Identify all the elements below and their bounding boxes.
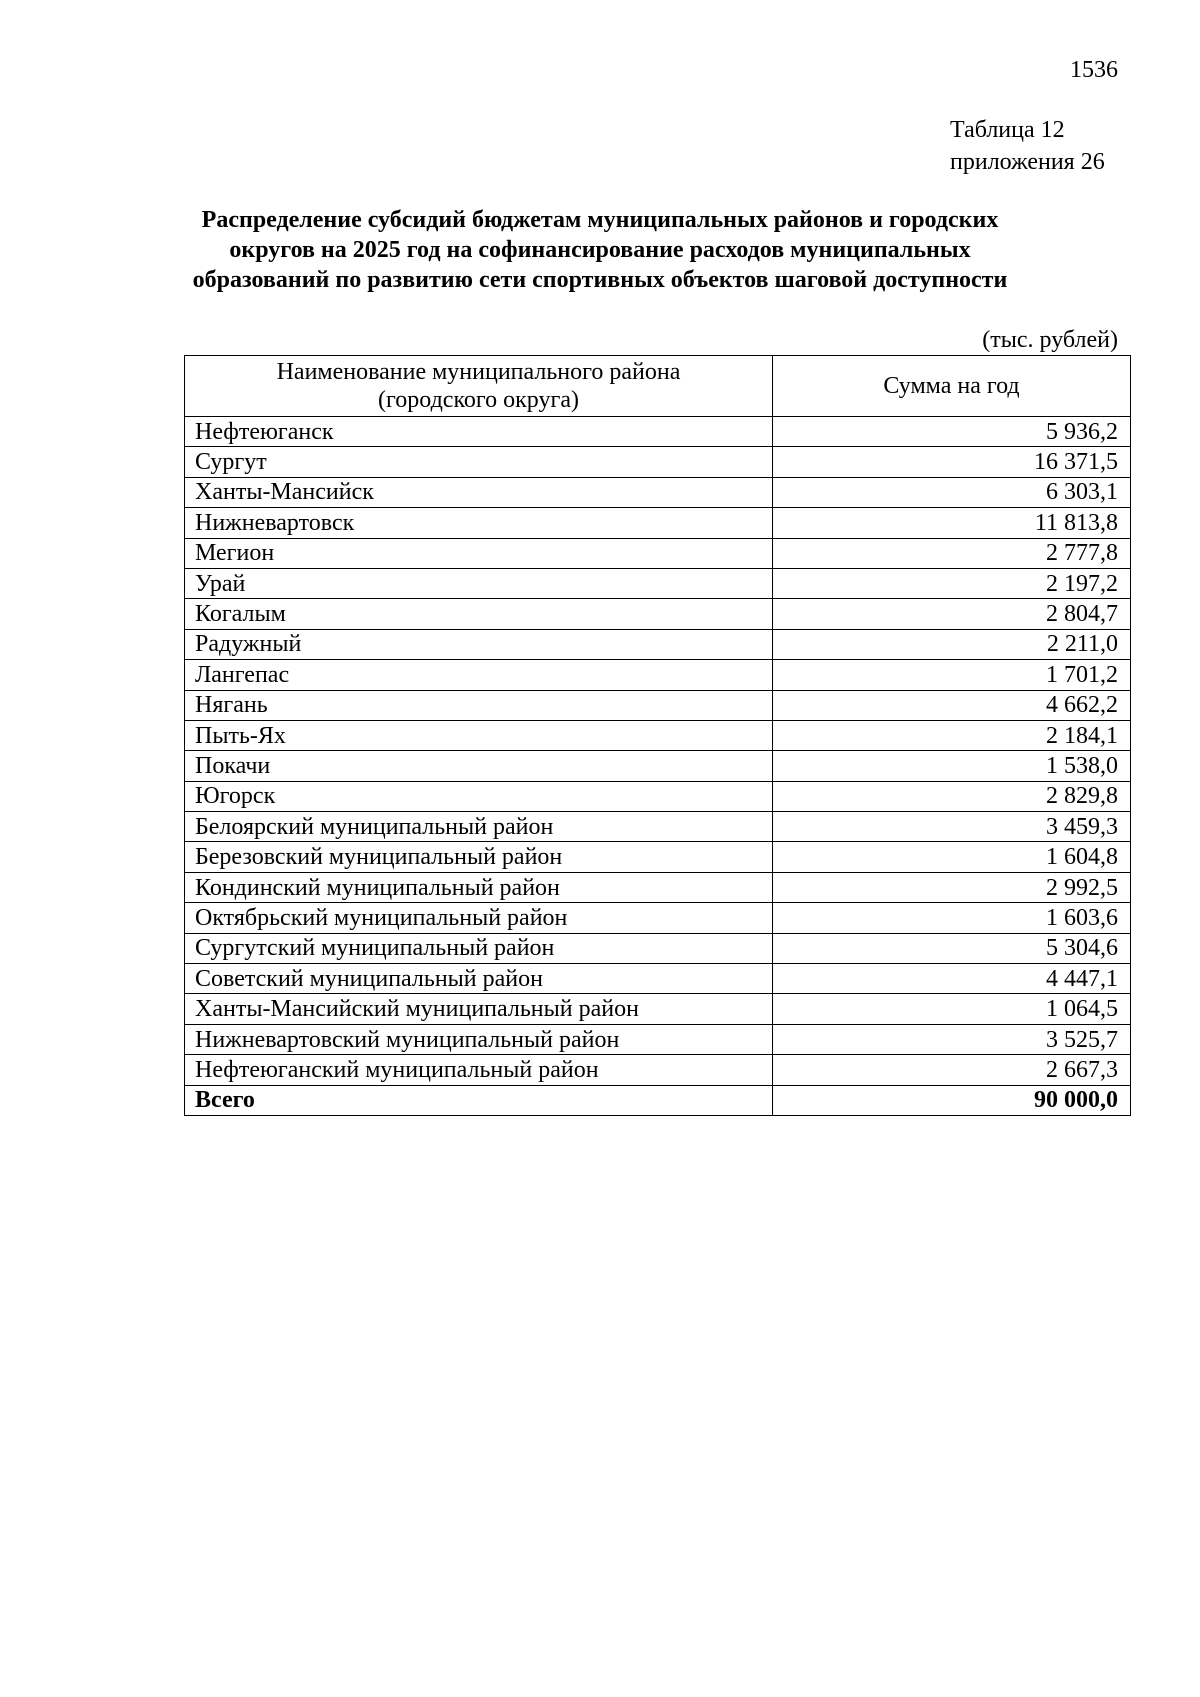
municipality-name-cell: Нефтеюганск [185, 417, 773, 447]
document-title-line1: Распределение субсидий бюджетам муниципальных районов и городских [201, 207, 999, 233]
annual-sum-cell: 2 197,2 [773, 568, 1131, 598]
annual-sum-cell: 6 303,1 [773, 477, 1131, 507]
annual-sum-cell: 1 604,8 [773, 842, 1131, 872]
annual-sum-cell: 5 304,6 [773, 933, 1131, 963]
municipality-name-cell: Нягань [185, 690, 773, 720]
municipality-name-cell: Лангепас [185, 660, 773, 690]
municipality-name-cell: Сургут [185, 447, 773, 477]
annual-sum-cell: 1 603,6 [773, 903, 1131, 933]
municipality-name-cell: Урай [185, 568, 773, 598]
annual-sum-cell: 2 829,8 [773, 781, 1131, 811]
municipality-name-cell: Белоярский муниципальный район [185, 812, 773, 842]
municipality-name-cell: Кондинский муниципальный район [185, 872, 773, 902]
document-title-line2: округов на 2025 год на софинансирование расходов муниципальных [229, 237, 971, 263]
municipality-name-cell: Пыть-Ях [185, 720, 773, 750]
document-title [150, 205, 1050, 295]
municipality-name-cell: Радужный [185, 629, 773, 659]
document-title-line3: образований по развитию сети спортивных объектов шаговой доступности [192, 267, 1008, 293]
table-row [185, 812, 1131, 842]
table-row [185, 690, 1131, 720]
subsidy-table-container [184, 355, 1131, 1116]
page-number: 1536 [1070, 57, 1118, 83]
municipality-name-cell: Нижневартовск [185, 508, 773, 538]
municipality-name-cell: Покачи [185, 751, 773, 781]
municipality-name-cell: Сургутский муниципальный район [185, 933, 773, 963]
annual-sum-cell: 2 184,1 [773, 720, 1131, 750]
units-label: (тыс. рублей) [982, 327, 1118, 353]
municipality-name-cell: Нижневартовский муниципальный район [185, 1024, 773, 1054]
annual-sum-cell: 2 777,8 [773, 538, 1131, 568]
municipality-name-cell: Октябрьский муниципальный район [185, 903, 773, 933]
annual-sum-cell: 2 667,3 [773, 1055, 1131, 1085]
header-municipality-line1: Наименование муниципального района [276, 359, 681, 385]
table-row [185, 1055, 1131, 1085]
annual-sum-cell: 1 701,2 [773, 660, 1131, 690]
table-row [185, 872, 1131, 902]
table-row [185, 417, 1131, 447]
table-row [185, 477, 1131, 507]
annual-sum-cell: 4 447,1 [773, 964, 1131, 994]
table-caption-line2: приложения 26 [950, 149, 1105, 175]
table-body [185, 417, 1131, 1086]
table-row [185, 660, 1131, 690]
table-row [185, 447, 1131, 477]
annual-sum-cell: 4 662,2 [773, 690, 1131, 720]
annual-sum-cell: 1 538,0 [773, 751, 1131, 781]
table-caption [950, 114, 1105, 178]
table-header-row [185, 356, 1131, 417]
table-row [185, 538, 1131, 568]
municipality-name-cell: Советский муниципальный район [185, 964, 773, 994]
municipality-name-cell: Мегион [185, 538, 773, 568]
table-row [185, 629, 1131, 659]
municipality-name-cell: Березовский муниципальный район [185, 842, 773, 872]
table-row [185, 903, 1131, 933]
annual-sum-cell: 2 804,7 [773, 599, 1131, 629]
table-row [185, 599, 1131, 629]
annual-sum-cell: 5 936,2 [773, 417, 1131, 447]
header-annual-sum: Сумма на год [773, 356, 1131, 417]
annual-sum-cell: 1 064,5 [773, 994, 1131, 1024]
municipality-name-cell: Нефтеюганский муниципальный район [185, 1055, 773, 1085]
table-row [185, 933, 1131, 963]
annual-sum-cell: 3 525,7 [773, 1024, 1131, 1054]
municipality-name-cell: Ханты-Мансийск [185, 477, 773, 507]
table-caption-line1: Таблица 12 [950, 117, 1065, 143]
annual-sum-cell: 3 459,3 [773, 812, 1131, 842]
table-row [185, 781, 1131, 811]
municipality-name-cell: Когалым [185, 599, 773, 629]
subsidy-table [184, 355, 1131, 1116]
annual-sum-cell: 11 813,8 [773, 508, 1131, 538]
table-row [185, 1024, 1131, 1054]
table-row [185, 568, 1131, 598]
table-row [185, 994, 1131, 1024]
annual-sum-cell: 16 371,5 [773, 447, 1131, 477]
total-label: Всего [185, 1085, 773, 1115]
header-municipality-line2: (городского округа) [378, 387, 579, 413]
table-row [185, 842, 1131, 872]
total-sum: 90 000,0 [773, 1085, 1131, 1115]
municipality-name-cell: Югорск [185, 781, 773, 811]
total-row [185, 1085, 1131, 1115]
annual-sum-cell: 2 992,5 [773, 872, 1131, 902]
municipality-name-cell: Ханты-Мансийский муниципальный район [185, 994, 773, 1024]
header-municipality [185, 356, 773, 417]
table-row [185, 720, 1131, 750]
table-row [185, 508, 1131, 538]
table-row [185, 964, 1131, 994]
annual-sum-cell: 2 211,0 [773, 629, 1131, 659]
table-row [185, 751, 1131, 781]
